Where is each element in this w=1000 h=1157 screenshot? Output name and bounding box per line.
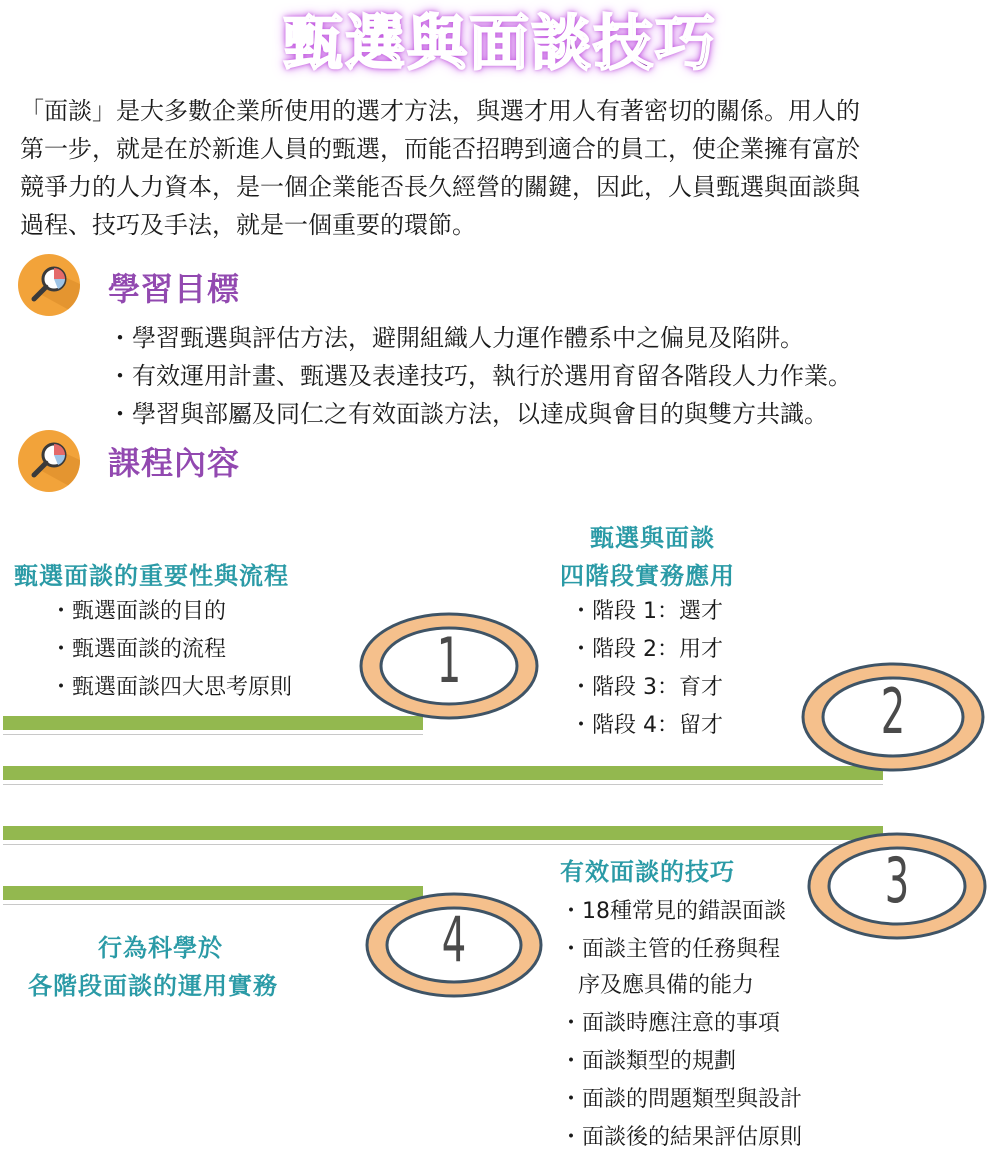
intro-line: 第一步，就是在於新進人員的甄選，而能否招聘到適合的員工，使企業擁有富於 — [20, 135, 860, 163]
module-2-title: 四階段實務應用 — [560, 562, 735, 590]
module-2-badge — [798, 660, 988, 774]
timeline-bar — [3, 766, 883, 780]
divider — [3, 904, 423, 905]
module-2-item: ・階段 2：用才 — [570, 637, 723, 662]
objective-item: ・學習甄選與評估方法，避開組織人力運作體系中之偏見及陷阱。 — [108, 324, 804, 352]
module-3-item: ・面談主管的任務與程 — [560, 937, 781, 962]
module-3-badge — [804, 830, 990, 942]
timeline-bar — [3, 886, 423, 900]
module-2-item: ・階段 4：留才 — [570, 713, 723, 738]
module-1-item: ・甄選面談的目的 — [50, 599, 227, 624]
objective-item: ・有效運用計畫、甄選及表達技巧，執行於選用育留各階段人力作業。 — [108, 362, 852, 390]
module-4-badge — [362, 890, 546, 1000]
section-heading-content: 課程內容 — [108, 444, 241, 482]
divider — [3, 734, 423, 735]
module-2-item: ・階段 3：育才 — [570, 675, 723, 700]
module-3-item: ・面談類型的規劃 — [560, 1049, 737, 1074]
module-3-item: 序及應具備的能力 — [578, 973, 755, 998]
module-1-item: ・甄選面談四大思考原則 — [50, 675, 293, 700]
module-1-badge — [356, 610, 542, 722]
module-4-title: 行為科學於 — [98, 934, 223, 962]
magnifier-icon — [18, 254, 80, 316]
module-3-title: 有效面談的技巧 — [560, 858, 735, 886]
module-3-number: 3 — [884, 844, 910, 917]
module-4-title: 各階段面談的運用實務 — [28, 972, 278, 1000]
intro-line: 「面談」是大多數企業所使用的選才方法，與選才用人有著密切的關係。用人的 — [20, 97, 860, 125]
module-3-item: ・面談的問題類型與設計 — [560, 1087, 803, 1112]
magnifier-icon — [18, 430, 80, 492]
timeline-bar — [3, 826, 883, 840]
intro-paragraph — [20, 92, 980, 244]
module-4-number: 4 — [441, 903, 467, 976]
divider — [3, 844, 883, 845]
module-1-title: 甄選面談的重要性與流程 — [14, 562, 289, 590]
objective-item: ・學習與部屬及同仁之有效面談方法，以達成與會目的與雙方共識。 — [108, 400, 828, 428]
intro-line: 過程、技巧及手法，就是一個重要的環節。 — [20, 211, 476, 239]
divider — [3, 784, 883, 785]
module-3-item: ・18種常見的錯誤面談 — [560, 899, 786, 924]
module-2-item: ・階段 1：選才 — [570, 599, 723, 624]
module-3-item: ・面談後的結果評估原則 — [560, 1125, 803, 1150]
module-2-title: 甄選與面談 — [590, 524, 715, 552]
module-2-number: 2 — [880, 675, 906, 748]
section-heading-objectives: 學習目標 — [108, 270, 241, 308]
module-1-number: 1 — [436, 624, 462, 697]
page-title: 甄選與面談技巧 — [283, 9, 717, 79]
module-3-item: ・面談時應注意的事項 — [560, 1011, 781, 1036]
module-1-item: ・甄選面談的流程 — [50, 637, 227, 662]
intro-line: 競爭力的人力資本，是一個企業能否長久經營的關鍵，因此，人員甄選與面談與 — [20, 173, 860, 201]
